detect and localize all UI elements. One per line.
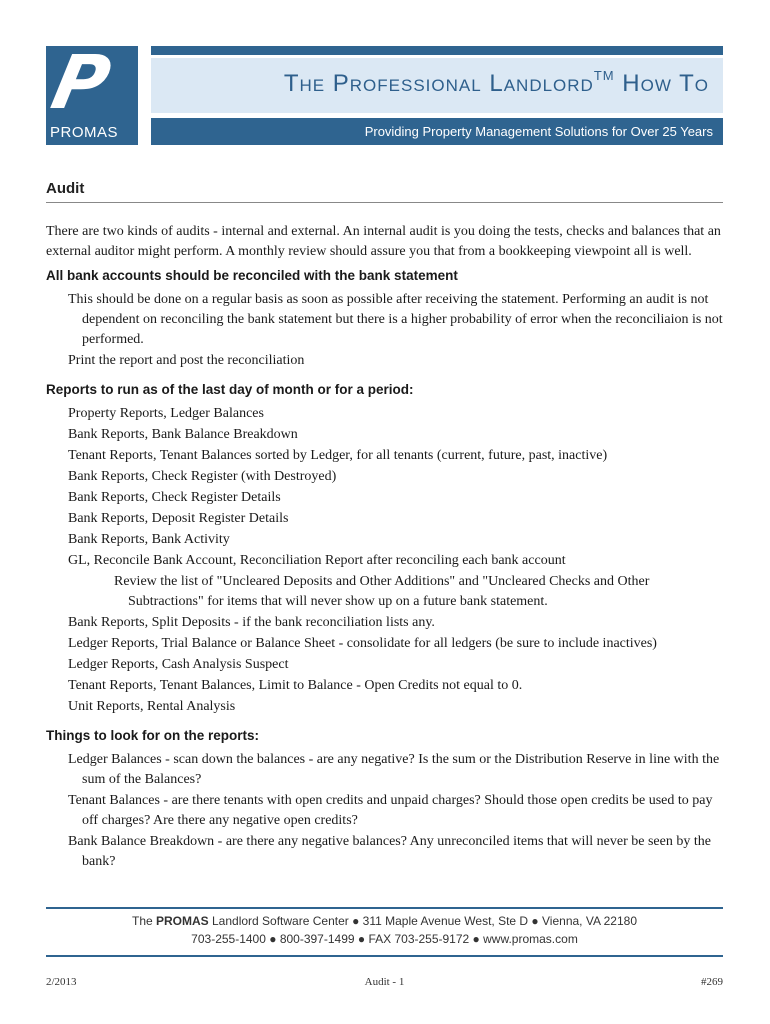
promas-logo [44,40,138,145]
list-item: GL, Reconcile Bank Account, Reconciliation Report after reconciling each bank account [68,553,566,568]
list-item: Bank Reports, Check Register (with Destroyed) [68,469,337,484]
footer-rule-bottom [46,955,723,957]
list-item: Tenant Balances - are there tenants with open credits and unpaid charges? Should those open credits be used to pay off charges? Are there any negative open credits? [68,793,713,828]
header-title-band [151,58,723,113]
header-tagline: Providing Property Management Solutions for Over 25 Years [151,118,723,145]
section-title: Audit [46,180,85,197]
list-subitem: Review the list of "Uncleared Deposits and Other Additions" and "Uncleared Checks and Other Subtractions" for items that will never show up on a future bank statement. [114,574,650,609]
footer-date: 2/2013 [46,976,77,988]
logo-p-glyph: P [44,40,116,126]
footer-page-label: Audit - 1 [364,976,405,988]
logo-text: PROMAS [50,124,119,141]
list-item: Tenant Reports, Tenant Balances, Limit to Balance - Open Credits not equal to 0. [68,678,523,693]
header-title: The Professional Landlord™ How To [283,68,709,97]
list-item: Unit Reports, Rental Analysis [68,699,236,714]
list-item: Bank Reports, Deposit Register Details [68,511,289,526]
list-item: Ledger Reports, Cash Analysis Suspect [68,657,289,672]
footer-doc-number: #269 [701,976,723,988]
footer-rule-top [46,907,723,909]
list-item: Bank Balance Breakdown - are there any negative balances? Any unreconciled items that will never be seen by the bank? [68,834,711,869]
list-item: This should be done on a regular basis as soon as possible after receiving the statement. Performing an audit is not dependent on reconciling the bank statement but there is a higher probability of error when the reconciliaion is not performed. [68,292,723,347]
list-item: Print the report and post the reconciliation [68,353,305,368]
footer-contact: 703-255-1400 ● 800-397-1499 ● FAX 703-255-9172 ● www.promas.com [191,932,578,946]
list-item: Bank Reports, Split Deposits - if the bank reconciliation lists any. [68,615,435,630]
section-heading-look-for: Things to look for on the reports: [46,728,259,743]
footer-address: The PROMAS Landlord Software Center ● 311 Maple Avenue West, Ste D ● Vienna, VA 22180 [131,914,637,928]
list-item: Bank Reports, Bank Activity [68,532,230,547]
list-item: Property Reports, Ledger Balances [68,406,264,421]
document-body [46,222,723,873]
list-item: Bank Reports, Check Register Details [68,490,281,505]
header-band-top [151,46,723,55]
list-item: Ledger Balances - scan down the balances - are any negative? Is the sum or the Distribution Reserve in line with the sum of the Balances? [68,752,720,787]
section-heading-reports: Reports to run as of the last day of month or for a period: [46,382,414,397]
list-item: Ledger Reports, Trial Balance or Balance Sheet - consolidate for all ledgers (be sure to include inactives) [68,636,657,651]
section-heading-reconcile: All bank accounts should be reconciled with the bank statement [46,268,458,283]
footer-brand: PROMAS [156,914,209,928]
intro-paragraph: There are two kinds of audits - internal and external. An internal audit is you doing the tests, checks and balances that an external auditor might perform. A monthly review should assure you that from a bookkeeping viewpoint all is well. [46,224,721,259]
list-item: Bank Reports, Bank Balance Breakdown [68,427,298,442]
section-rule [46,202,723,203]
list-item: Tenant Reports, Tenant Balances sorted by Ledger, for all tenants (current, future, past, inactive) [68,448,608,463]
